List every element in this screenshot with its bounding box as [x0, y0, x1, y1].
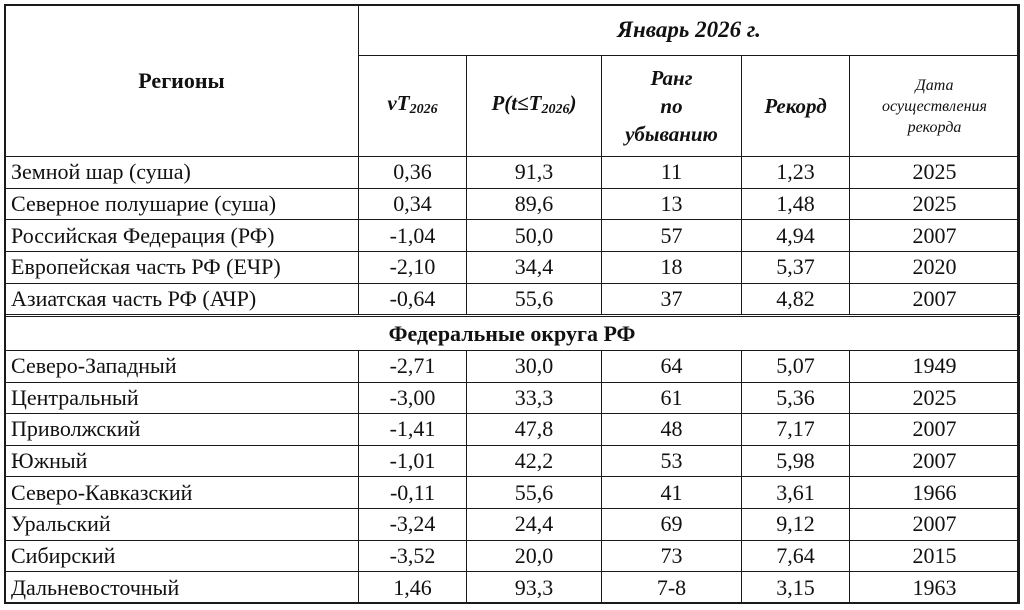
cell-vt: -2,71 [359, 350, 467, 382]
cell-probability: 30,0 [467, 350, 602, 382]
cell-record-year: 2007 [850, 414, 1020, 446]
cell-record: 7,64 [742, 540, 850, 572]
cell-region: Российская Федерация (РФ) [5, 220, 359, 252]
header-rank: Ранг по убыванию [602, 56, 742, 157]
table-row [5, 157, 1020, 189]
cell-record: 5,37 [742, 251, 850, 283]
cell-region: Дальневосточный [5, 572, 359, 604]
cell-probability: 50,0 [467, 220, 602, 252]
table-body-regions [5, 157, 1020, 316]
cell-rank: 53 [602, 445, 742, 477]
cell-record-year: 2015 [850, 540, 1020, 572]
table-row [5, 350, 1020, 382]
cell-record-year: 2007 [850, 509, 1020, 541]
temperature-anomaly-table [4, 4, 1020, 604]
table-row [5, 283, 1020, 316]
header-month: Январь 2026 г. [359, 5, 1020, 56]
cell-probability: 93,3 [467, 572, 602, 604]
cell-record: 1,23 [742, 157, 850, 189]
cell-vt: -1,41 [359, 414, 467, 446]
cell-record: 5,36 [742, 382, 850, 414]
table-row [5, 540, 1020, 572]
table-row [5, 572, 1020, 604]
cell-record-year: 2007 [850, 220, 1020, 252]
cell-record: 5,98 [742, 445, 850, 477]
cell-region: Северо-Кавказский [5, 477, 359, 509]
cell-record: 3,61 [742, 477, 850, 509]
header-record-date: Дата осуществления рекорда [850, 56, 1020, 157]
cell-vt: -1,04 [359, 220, 467, 252]
cell-rank: 41 [602, 477, 742, 509]
cell-rank: 61 [602, 382, 742, 414]
table-row [5, 509, 1020, 541]
table-row [5, 477, 1020, 509]
cell-vt: -0,11 [359, 477, 467, 509]
cell-record: 4,82 [742, 283, 850, 316]
cell-record-year: 2007 [850, 283, 1020, 316]
cell-rank: 48 [602, 414, 742, 446]
table-row [5, 445, 1020, 477]
cell-rank: 37 [602, 283, 742, 316]
cell-record: 3,15 [742, 572, 850, 604]
cell-region: Южный [5, 445, 359, 477]
cell-region: Сибирский [5, 540, 359, 572]
cell-probability: 91,3 [467, 157, 602, 189]
cell-record-year: 2007 [850, 445, 1020, 477]
cell-rank: 7-8 [602, 572, 742, 604]
cell-rank: 13 [602, 188, 742, 220]
cell-rank: 64 [602, 350, 742, 382]
cell-region: Северное полушарие (суша) [5, 188, 359, 220]
cell-vt: -0,64 [359, 283, 467, 316]
table-row [5, 251, 1020, 283]
cell-rank: 57 [602, 220, 742, 252]
cell-region: Уральский [5, 509, 359, 541]
cell-record: 7,17 [742, 414, 850, 446]
cell-region: Приволжский [5, 414, 359, 446]
cell-rank: 69 [602, 509, 742, 541]
header-regions: Регионы [5, 5, 359, 157]
cell-vt: 1,46 [359, 572, 467, 604]
section-header-group [5, 316, 1020, 351]
cell-region: Центральный [5, 382, 359, 414]
cell-region: Европейская часть РФ (ЕЧР) [5, 251, 359, 283]
cell-record-year: 1949 [850, 350, 1020, 382]
cell-probability: 34,4 [467, 251, 602, 283]
cell-vt: -3,24 [359, 509, 467, 541]
cell-record-year: 1966 [850, 477, 1020, 509]
table-body-districts [5, 350, 1020, 603]
cell-region: Азиатская часть РФ (АЧР) [5, 283, 359, 316]
table-row [5, 188, 1020, 220]
cell-rank: 18 [602, 251, 742, 283]
cell-probability: 33,3 [467, 382, 602, 414]
table-row [5, 382, 1020, 414]
cell-record: 5,07 [742, 350, 850, 382]
header-probability: $P(t\le T_{2026})$ [467, 56, 602, 157]
cell-record-year: 2020 [850, 251, 1020, 283]
cell-vt: -3,00 [359, 382, 467, 414]
table-row [5, 414, 1020, 446]
cell-record-year: 2025 [850, 382, 1020, 414]
cell-vt: -3,52 [359, 540, 467, 572]
cell-probability: 42,2 [467, 445, 602, 477]
cell-record-year: 2025 [850, 188, 1020, 220]
header-vt: $vT_{2026}$ [359, 56, 467, 157]
cell-record: 1,48 [742, 188, 850, 220]
cell-probability: 55,6 [467, 283, 602, 316]
cell-record: 4,94 [742, 220, 850, 252]
cell-rank: 73 [602, 540, 742, 572]
cell-vt: -2,10 [359, 251, 467, 283]
cell-vt: -1,01 [359, 445, 467, 477]
cell-region: Земной шар (суша) [5, 157, 359, 189]
cell-record-year: 2025 [850, 157, 1020, 189]
cell-probability: 20,0 [467, 540, 602, 572]
table-row [5, 220, 1020, 252]
cell-record-year: 1963 [850, 572, 1020, 604]
cell-probability: 89,6 [467, 188, 602, 220]
cell-probability: 24,4 [467, 509, 602, 541]
cell-vt: 0,34 [359, 188, 467, 220]
cell-probability: 47,8 [467, 414, 602, 446]
cell-record: 9,12 [742, 509, 850, 541]
cell-region: Северо-Западный [5, 350, 359, 382]
cell-probability: 55,6 [467, 477, 602, 509]
cell-vt: 0,36 [359, 157, 467, 189]
cell-rank: 11 [602, 157, 742, 189]
section-title-federal-districts: Федеральные округа РФ [5, 316, 1020, 351]
header-record: Рекорд [742, 56, 850, 157]
